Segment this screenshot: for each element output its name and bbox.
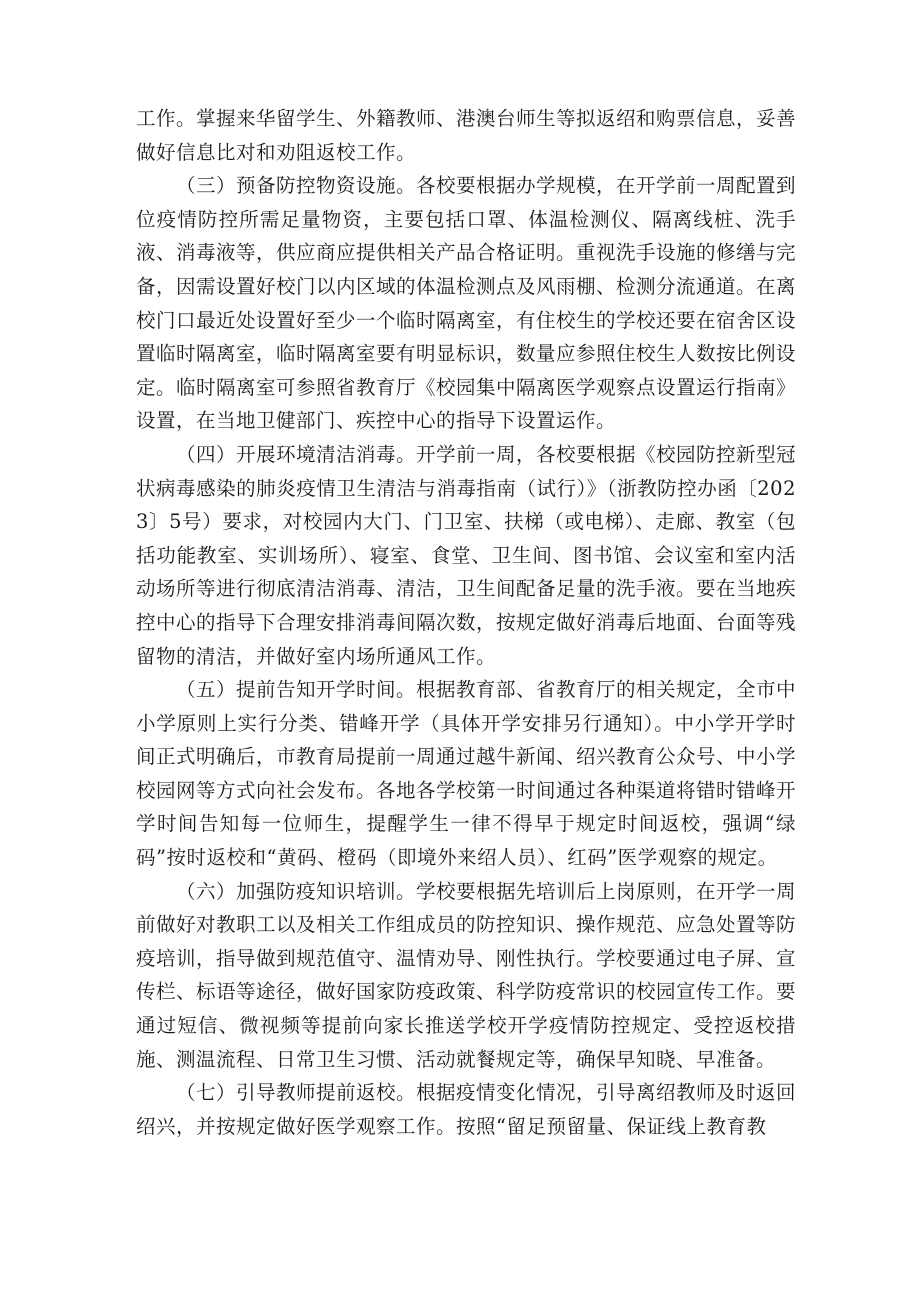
paragraph-section-5-schedule: （五）提前告知开学时间。根据教育部、省教育厅的相关规定，全市中小学原则上实行分类、错峰开学（具体开学安排另行通知）。中小学开学时间正式明确后，市教育局提前一周通过越牛新闻、绍兴教育公众号、中小学校园网等方式向社会发布。各地各学校第一时间通过各种渠道将错时错峰开学时间告知每一位师生，提醒学生一律不得早于规定时间返校，强调“绿码”按时返校和“黄码、橙码（即境外来绍人员）、红码”医学观察的规定。 [136, 678, 797, 870]
paragraph-section-3-materials: （三）预备防控物资设施。各校要根据办学规模，在开学前一周配置到位疫情防控所需足量物资，主要包括口罩、体温检测仪、隔离线桩、洗手液、消毒液等，供应商应提供相关产品合格证明。重视洗手设施的修缮与完备，因需设置好校门以内区域的体温检测点及风雨棚、检测分流通道。在离校门口最近处设置好至少一个临时隔离室，有住校生的学校还要在宿舍区设置临时隔离室，临时隔离室要有明显标识，数量应参照住校生人数按比例设定。临时隔离室可参照省教育厅《校园集中隔离医学观察点设置运行指南》设置，在当地卫健部门、疾控中心的指导下设置运作。 [136, 174, 797, 433]
document-body [136, 102, 796, 1143]
paragraph-section-6-training: （六）加强防疫知识培训。学校要根据先培训后上岗原则，在开学一周前做好对教职工以及相关工作组成员的防控知识、操作规范、应急处置等防疫培训，指导做到规范值守、温情劝导、刚性执行。学校要通过电子屏、宣传栏、标语等途径，做好国家防疫政策、科学防疫常识的校园宣传工作。要通过短信、微视频等提前向家长推送学校开学疫情防控规定、受控返校措施、测温流程、日常卫生习惯、活动就餐规定等，确保早知晓、早准备。 [136, 879, 797, 1071]
paragraph-section-7-teachers: （七）引导教师提前返校。根据疫情变化情况，引导离绍教师及时返回绍兴，并按规定做好医学观察工作。按照“留足预留量、保证线上教育教 [136, 1081, 797, 1138]
paragraph-continuation: 工作。掌握来华留学生、外籍教师、港澳台师生等拟返绍和购票信息，妥善做好信息比对和劝阻返校工作。 [136, 107, 797, 164]
paragraph-section-4-disinfection: （四）开展环境清洁消毒。开学前一周，各校要根据《校园防控新型冠状病毒感染的肺炎疫情卫生清洁与消毒指南（试行）》（浙教防控办函〔2023〕5号）要求，对校园内大门、门卫室、扶梯（或电梯）、走廊、教室（包括功能教室、实训场所）、寝室、食堂、卫生间、图书馆、会议室和室内活动场所等进行彻底清洁消毒、清洁，卫生间配备足量的洗手液。要在当地疾控中心的指导下合理安排消毒间隔次数，按规定做好消毒后地面、台面等残留物的清洁，并做好室内场所通风工作。 [136, 442, 797, 668]
